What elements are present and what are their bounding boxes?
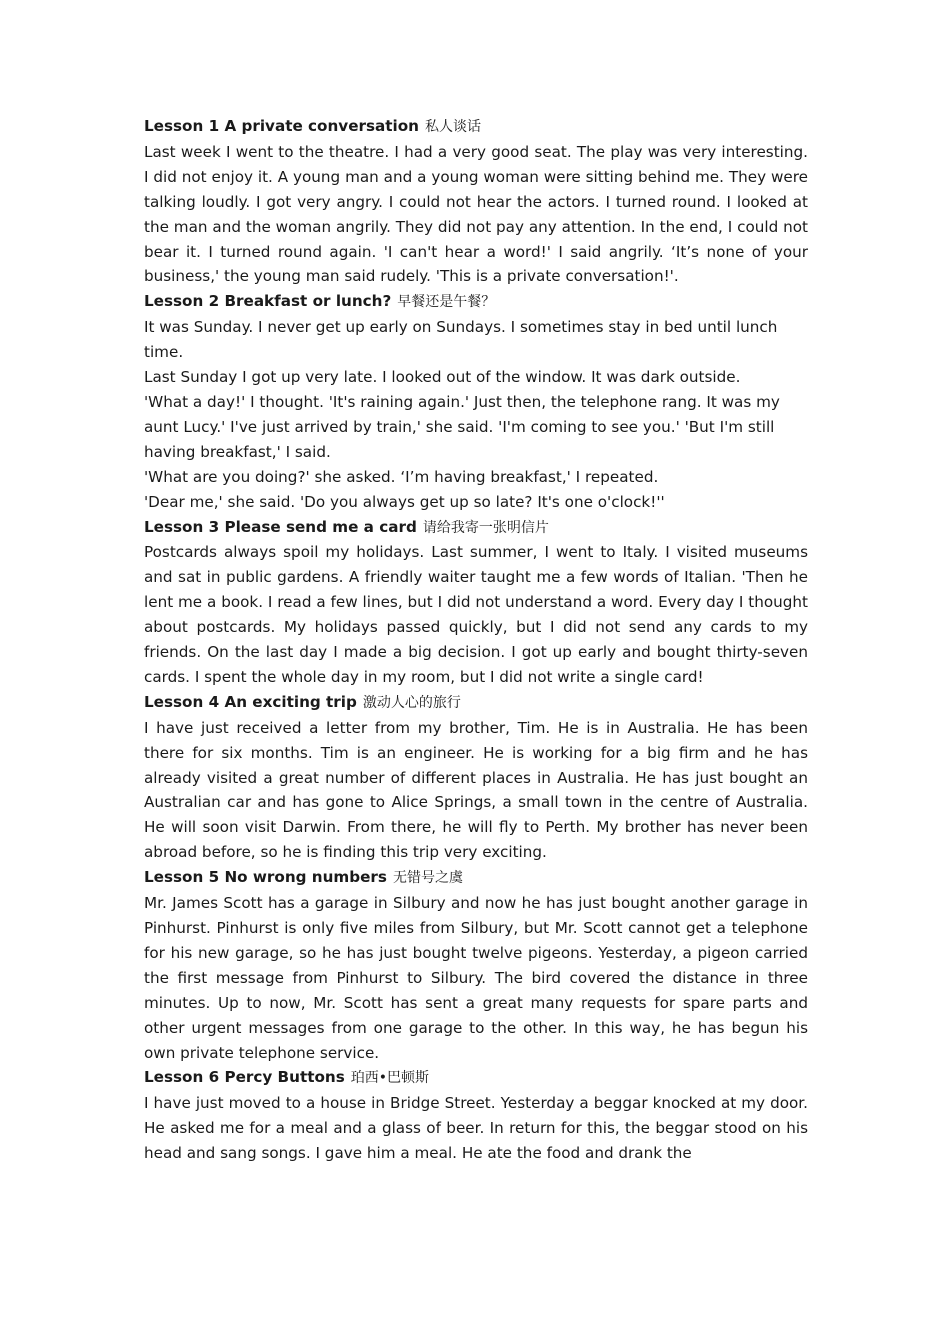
- lesson-title-chinese: 激动人心的旅行: [362, 694, 461, 711]
- lesson-title-chinese: 早餐还是午餐？: [397, 294, 496, 311]
- lesson-title: Lesson 2 Breakfast or lunch?: [144, 292, 392, 311]
- lesson-title-chinese: 私人谈话: [425, 119, 481, 135]
- lesson-title: Lesson 1 A private conversation: [144, 117, 419, 135]
- lesson-6: [144, 1065, 808, 1166]
- lesson-title-chinese: 无错号之虞: [392, 870, 463, 887]
- lesson-1: [144, 114, 808, 289]
- lesson-5: [144, 865, 808, 1065]
- lesson-heading: [144, 865, 808, 891]
- lesson-paragraph: Last Sunday I got up very late. I looked out of the window. It was dark outside.: [144, 368, 741, 387]
- lesson-title: Lesson 4 An exciting trip: [144, 692, 357, 711]
- lesson-2: [144, 289, 808, 514]
- lesson-heading: [144, 1065, 808, 1091]
- lesson-paragraph: 'What a day!' I thought. 'It's raining again.' Just then, the telephone rang. It was my aunt Lucy.' I've just arrived by train,' she said. 'I'm coming to see you.' 'But I'm still having breakfast,' I said.: [144, 392, 780, 461]
- lesson-title: Lesson 3 Please send me a card: [144, 517, 417, 536]
- lesson-heading: [144, 114, 808, 140]
- lesson-paragraph: Mr. James Scott has a garage in Silbury and now he has just bought another garage in Pinhurst. Pinhurst is only five miles from Silbury, but Mr. Scott cannot get a telephone for his new garage, so he has just bought twelve pigeons. Yesterday, a pigeon carried the first message from Pinhurst to Silbury. The bird covered the distance in three minutes. Up to now, Mr. Scott has sent a great many requests for spare parts and other urgent messages from one garage to the other. In this way, he has begun his own private telephone service.: [144, 894, 808, 1062]
- lesson-title: Lesson 6 Percy Buttons: [144, 1068, 345, 1087]
- lesson-paragraph: I have just received a letter from my brother, Tim. He is in Australia. He has been there for six months. Tim is an engineer. He is working for a big firm and he has already visited a great number of different places in Australia. He has just bought an Australian car and has gone to Alice Springs, a small town in the centre of Australia. He will soon visit Darwin. From there, he will fly to Perth. My brother has never been abroad before, so he is finding this trip very exciting.: [144, 718, 808, 862]
- lesson-4: [144, 690, 808, 865]
- lesson-title: Lesson 5 No wrong numbers: [144, 868, 387, 887]
- lesson-title-chinese: 请给我寄一张明信片: [422, 519, 549, 536]
- lesson-paragraph: I have just moved to a house in Bridge Street. Yesterday a beggar knocked at my door. He asked me for a meal and a glass of beer. In return for this, the beggar stood on his head and sang songs. I gave him a meal. He ate the food and drank the: [144, 1094, 808, 1163]
- lesson-title-chinese: 珀西•巴顿斯: [350, 1070, 430, 1087]
- lesson-paragraph: 'What are you doing?' she asked. ‘I’m having breakfast,' I repeated.: [144, 467, 659, 486]
- lesson-paragraph: It was Sunday. I never get up early on Sundays. I sometimes stay in bed until lunch time.: [144, 318, 778, 362]
- lesson-heading: [144, 289, 808, 315]
- lesson-paragraph: Postcards always spoil my holidays. Last summer, I went to Italy. I visited museums and sat in public gardens. A friendly waiter taught me a few words of Italian. 'Then he lent me a book. I read a few lines, but I did not understand a word. Every day I thought about postcards. My holidays passed quickly, but I did not send any cards to my friends. On the last day I made a big decision. I got up early and bought thirty-seven cards. I spent the whole day in my room, but I did not write a single card!: [144, 543, 808, 686]
- lesson-3: [144, 515, 808, 690]
- document-page: [144, 114, 808, 1166]
- lesson-paragraph: 'Dear me,' she said. 'Do you always get up so late? It's one o'clock!'': [144, 492, 665, 511]
- lesson-heading: [144, 515, 808, 541]
- lesson-heading: [144, 690, 808, 716]
- lesson-paragraph: Last week I went to the theatre. I had a very good seat. The play was very interesting. I did not enjoy it. A young man and a young woman were sitting behind me. They were talking loudly. I got very angry. I could not hear the actors. I turned round. I looked at the man and the woman angrily. They did not pay any attention. In the end, I could not bear it. I turned round again. 'I can't hear a word!' I said angrily. ‘It’s none of your business,' the young man said rudely. 'This is a private conversation!'.: [144, 142, 808, 286]
